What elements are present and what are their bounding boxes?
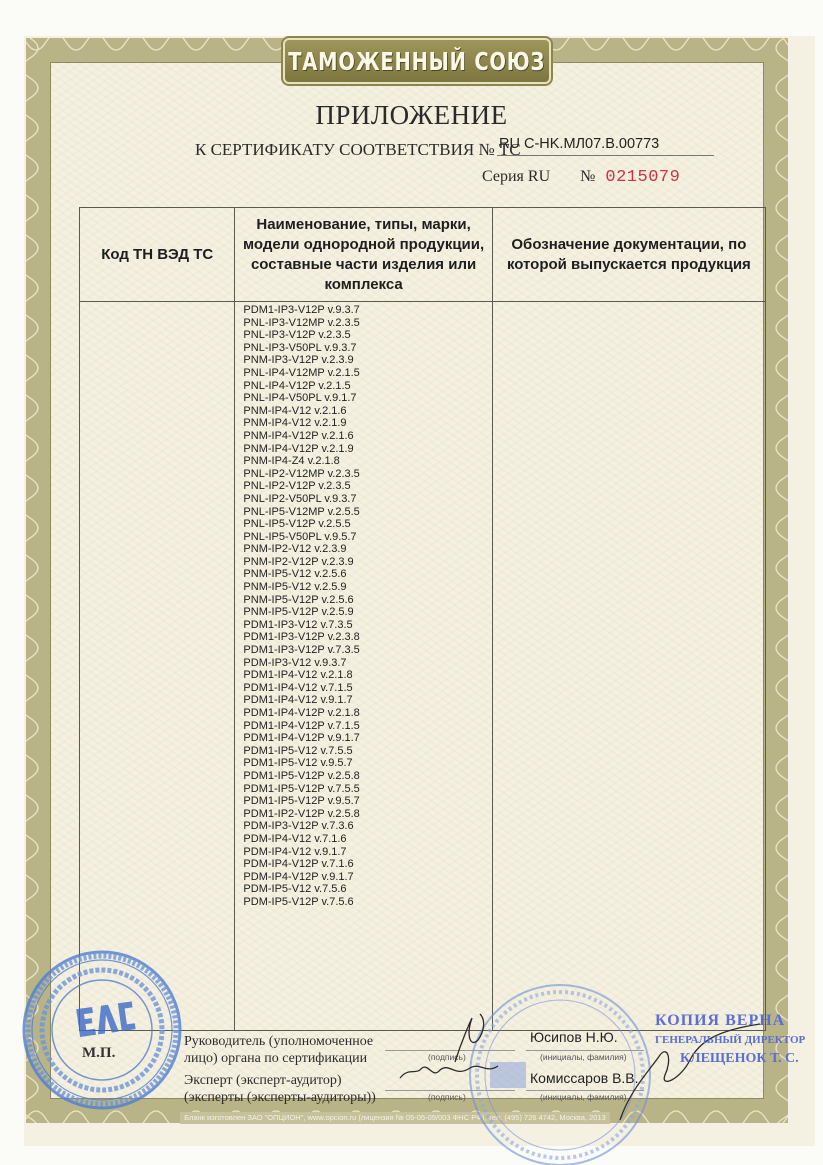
product-item: PNM-IP4-V12P v.2.1.6 bbox=[243, 429, 354, 442]
seal-place-label: М.П. bbox=[82, 1045, 116, 1061]
product-item: PNL-IP4-V12P v.2.1.5 bbox=[243, 379, 351, 392]
series-line bbox=[482, 168, 680, 187]
certificate-label: К СЕРТИФИКАТУ СООТВЕТСТВИЯ № ТС bbox=[195, 140, 521, 159]
product-item: PDM-IP4-V12P v.9.1.7 bbox=[243, 870, 354, 883]
product-item: PDM1-IP5-V12 v.7.5.5 bbox=[243, 744, 353, 757]
head-signature-line bbox=[385, 1050, 515, 1051]
certificate-number: RU C-HK.МЛ07.B.00773 bbox=[497, 136, 714, 156]
product-item: PNM-IP4-V12P v.2.1.9 bbox=[243, 442, 354, 455]
expert-label-line-2: (эксперты (эксперты-аудиторы)) bbox=[184, 1090, 376, 1105]
expert-name: Комиссаров В.В. bbox=[530, 1070, 639, 1086]
table-row bbox=[80, 302, 766, 1031]
head-label-line-2: лицо) органа по сертификации bbox=[184, 1051, 368, 1066]
head-name: Юсипов Н.Ю. bbox=[530, 1029, 618, 1045]
product-item: PDM-IP4-V12P v.7.1.6 bbox=[243, 858, 354, 871]
product-item: PNM-IP5-V12 v.2.5.9 bbox=[243, 581, 347, 594]
product-item: PDM1-IP3-V12P v.9.3.7 bbox=[243, 304, 360, 316]
expert-signature-line bbox=[385, 1090, 515, 1091]
expert-signature-caption: (подпись) bbox=[428, 1092, 466, 1102]
product-item: PDM1-IP5-V12P v.2.5.8 bbox=[243, 769, 360, 782]
page-title: ПРИЛОЖЕНИЕ bbox=[315, 100, 508, 130]
product-item: PDM1-IP5-V12P v.7.5.5 bbox=[243, 782, 360, 795]
product-item: PDM-IP5-V12 v.7.5.6 bbox=[243, 883, 347, 896]
product-item: PNL-IP5-V12P v.2.5.5 bbox=[243, 518, 351, 531]
form-printer-note: Бланк изготовлен ЗАО "ОПЦИОН", www.opcion.ru (лицензия № 05-05-09/003 ФНС РФ), тел. (495) 726 4742, Москва, 2013 bbox=[180, 1112, 610, 1124]
head-signature-caption: (подпись) bbox=[428, 1052, 466, 1062]
product-item: PNL-IP2-V12P v.2.3.5 bbox=[243, 480, 351, 493]
product-item: PNM-IP4-V12 v.2.1.6 bbox=[243, 404, 347, 417]
product-item: PNL-IP3-V50PL v.9.3.7 bbox=[243, 341, 357, 354]
product-item: PNM-IP4-V12 v.2.1.9 bbox=[243, 417, 347, 430]
product-item: PDM1-IP4-V12P v.2.1.8 bbox=[243, 707, 360, 719]
product-item: PNL-IP4-V50PL v.9.1.7 bbox=[243, 392, 357, 405]
customs-union-banner bbox=[283, 38, 551, 84]
product-item: PNL-IP2-V50PL v.9.3.7 bbox=[243, 492, 357, 505]
series-label: Серия bbox=[482, 168, 524, 185]
banner-text: ТАМОЖЕННЫЙ СОЮЗ bbox=[288, 46, 546, 76]
product-item: PDM1-IP5-V12P v.9.5.7 bbox=[243, 795, 360, 808]
product-item: PDM-IP3-V12P v.7.3.6 bbox=[243, 820, 354, 833]
product-item: PDM1-IP4-V12P v.7.1.5 bbox=[243, 719, 360, 732]
product-list-cell bbox=[235, 302, 492, 1031]
product-item: PDM-IP4-V12 v.7.1.6 bbox=[243, 832, 347, 845]
product-item: PNL-IP5-V12MP v.2.5.5 bbox=[243, 505, 360, 518]
director-name-stamp: КЛЕЩЕНОК Т. С. bbox=[680, 1051, 799, 1066]
product-item: PDM-IP4-V12 v.9.1.7 bbox=[243, 845, 347, 858]
copy-verified-stamp: КОПИЯ ВЕРНА bbox=[655, 1012, 786, 1029]
product-item: PNM-IP4-Z4 v.2.1.8 bbox=[243, 455, 340, 468]
product-item: PDM-IP3-V12 v.9.3.7 bbox=[243, 656, 347, 669]
expert-label bbox=[184, 1072, 376, 1106]
hs-code-cell bbox=[80, 302, 235, 1031]
product-item: PDM-IP5-V12P v.7.5.6 bbox=[243, 895, 354, 908]
table-header-row bbox=[80, 208, 766, 302]
product-item: PNM-IP5-V12 v.2.5.6 bbox=[243, 568, 347, 581]
product-item: PDM1-IP3-V12P v.7.3.5 bbox=[243, 644, 360, 657]
product-item: PNL-IP5-V50PL v.9.5.7 bbox=[243, 530, 357, 543]
product-item: PDM1-IP2-V12P v.2.5.8 bbox=[243, 807, 360, 820]
product-item: PDM1-IP3-V12 v.7.3.5 bbox=[243, 618, 353, 631]
head-of-body-label bbox=[184, 1033, 373, 1067]
header-product-name: Наименование, типы, марки, модели однородной продукции, составные части изделия или комплекса bbox=[235, 208, 492, 302]
product-item: PNM-IP2-V12P v.2.3.9 bbox=[243, 555, 354, 568]
series-value: RU bbox=[527, 168, 551, 185]
product-item: PNM-IP5-V12P v.2.5.6 bbox=[243, 593, 354, 606]
director-stamp-line: ГЕНЕРАЛЬНЫЙ ДИРЕКТОР bbox=[655, 1034, 806, 1046]
head-initials-caption: (инициалы, фамилия) bbox=[540, 1052, 627, 1062]
product-item: PNM-IP3-V12P v.2.3.9 bbox=[243, 354, 354, 367]
product-item: PDM1-IP5-V12 v.9.5.7 bbox=[243, 757, 353, 770]
products-table bbox=[79, 207, 766, 1031]
product-item: PDM1-IP4-V12 v.9.1.7 bbox=[243, 694, 353, 707]
header-hs-code: Код ТН ВЭД ТС bbox=[80, 208, 235, 302]
serial-number: 0215079 bbox=[605, 168, 681, 187]
head-initials-line bbox=[526, 1050, 644, 1051]
product-item: PNL-IP4-V12MP v.2.1.5 bbox=[243, 366, 360, 379]
product-item: PNL-IP3-V12P v.2.3.5 bbox=[243, 329, 351, 342]
expert-initials-line bbox=[526, 1090, 644, 1091]
number-label: № bbox=[580, 168, 596, 185]
expert-label-line-1: Эксперт (эксперт-аудитор) bbox=[184, 1073, 342, 1088]
head-label-line-1: Руководитель (уполномоченное bbox=[184, 1034, 374, 1049]
product-item: PDM1-IP4-V12P v.9.1.7 bbox=[243, 732, 360, 745]
documentation-cell bbox=[492, 302, 765, 1031]
product-item: PDM1-IP4-V12 v.7.1.5 bbox=[243, 681, 353, 694]
product-item: PNM-IP5-V12P v.2.5.9 bbox=[243, 606, 354, 619]
product-item: PDM1-IP4-V12 v.2.1.8 bbox=[243, 669, 353, 682]
expert-initials-caption: (инициалы, фамилия) bbox=[540, 1092, 627, 1102]
product-item: PDM1-IP3-V12P v.2.3.8 bbox=[243, 631, 360, 644]
product-item: PNL-IP2-V12MP v.2.3.5 bbox=[243, 467, 360, 480]
product-item: PNL-IP3-V12MP v.2.3.5 bbox=[243, 316, 360, 329]
product-item: PNM-IP2-V12 v.2.3.9 bbox=[243, 543, 347, 556]
header-documentation: Обозначение документации, по которой выпускается продукция bbox=[492, 208, 765, 302]
